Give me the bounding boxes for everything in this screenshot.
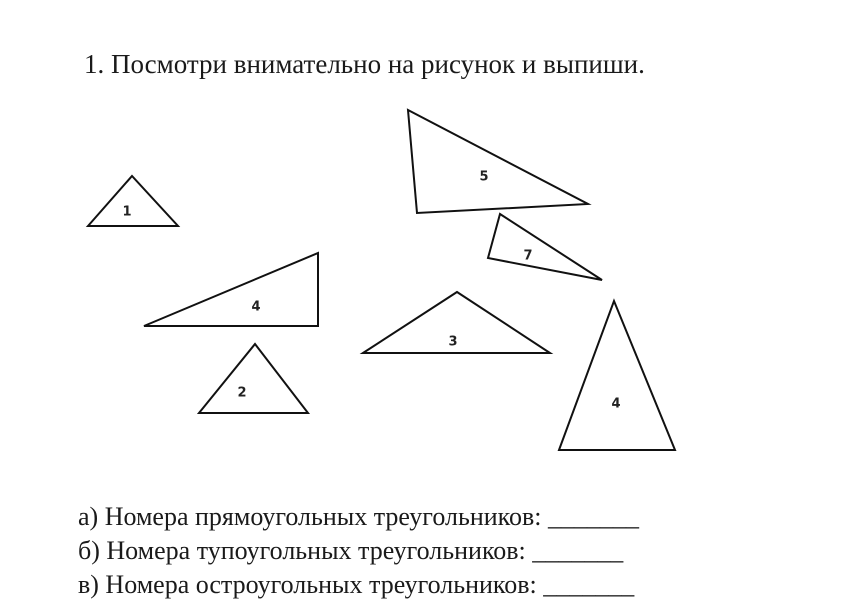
- triangle-1-label: 1: [122, 204, 132, 220]
- triangle-4-acute-shape: [559, 301, 675, 450]
- triangle-1-shape: [88, 176, 178, 226]
- triangle-5-shape: [408, 110, 588, 213]
- triangle-1: [88, 176, 178, 226]
- questions-list: [78, 500, 639, 602]
- triangle-7-shape: [488, 214, 602, 280]
- triangle-2-shape: [199, 344, 308, 413]
- triangle-4-acute: [559, 301, 675, 450]
- triangle-2: [199, 344, 308, 413]
- triangle-4-right: [144, 253, 318, 326]
- triangle-4-acute-label: 4: [611, 396, 621, 412]
- triangle-3-label: 3: [448, 334, 458, 350]
- question-right-triangles: а) Номера прямоугольных треугольников: _______: [78, 502, 639, 531]
- question-obtuse-triangles: б) Номера тупоугольных треугольников: _______: [78, 536, 624, 565]
- triangle-5-label: 5: [479, 169, 489, 185]
- triangle-3: [363, 292, 550, 353]
- question-acute-triangles: в) Номера остроугольных треугольников: _______: [78, 570, 635, 599]
- triangle-5: [408, 110, 588, 213]
- triangle-4-right-shape: [144, 253, 318, 326]
- task-title: 1. Посмотри внимательно на рисунок и выпиши.: [84, 49, 645, 79]
- triangle-7-label: 7: [523, 248, 533, 264]
- triangle-4-right-label: 4: [251, 299, 261, 315]
- triangle-7: [488, 214, 602, 280]
- triangle-2-label: 2: [237, 385, 247, 401]
